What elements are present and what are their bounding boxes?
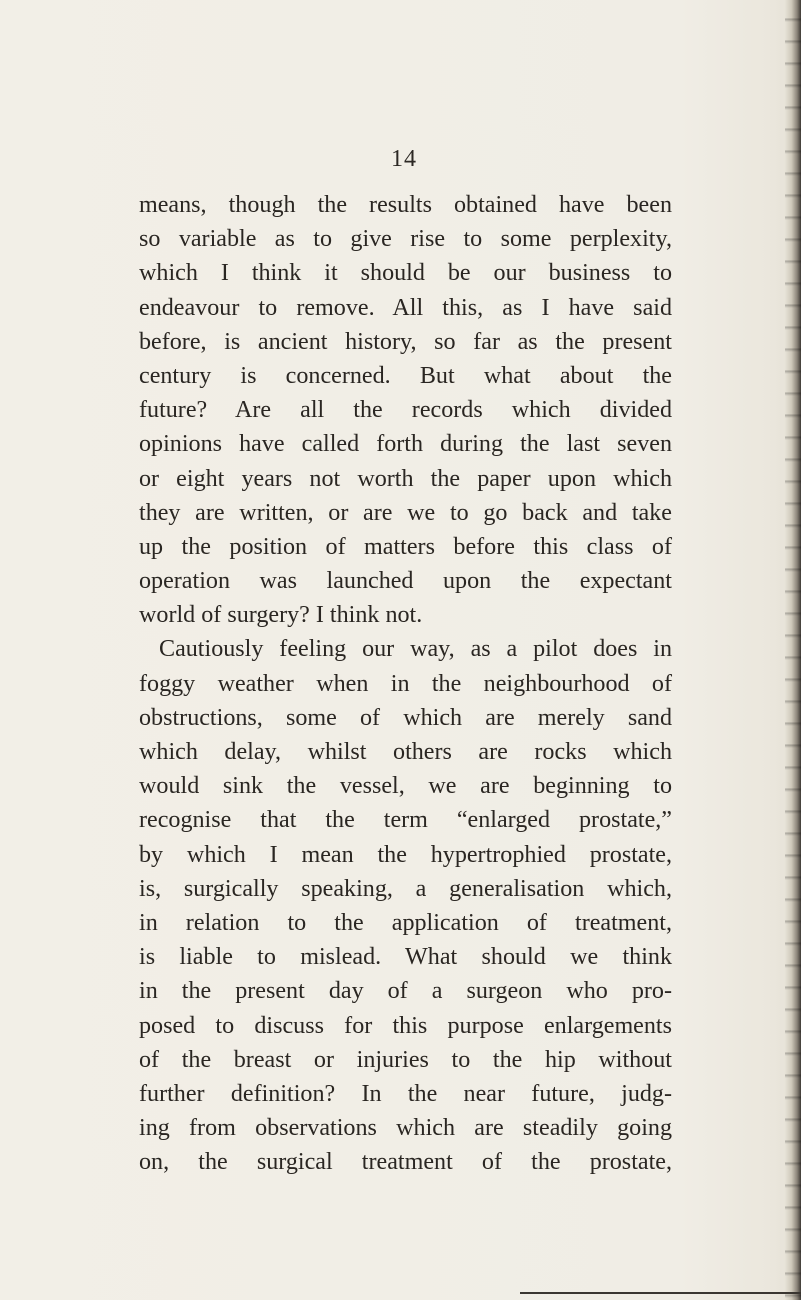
text-line: century is concerned. But what about the: [139, 362, 672, 389]
text-line: in the present day of a surgeon who pro-: [139, 978, 672, 1005]
text-line: is, surgically speaking, a generalisation which,: [139, 875, 672, 902]
paragraph-start-line: Cautiously feeling our way, as a pilot does in: [159, 636, 672, 663]
text-line: operation was launched upon the expectant: [139, 568, 672, 595]
text-line: on, the surgical treatment of the prostate,: [139, 1149, 672, 1176]
text-line: endeavour to remove. All this, as I have said: [139, 294, 672, 321]
page-number: 14: [391, 146, 417, 172]
text-line: posed to discuss for this purpose enlargements: [139, 1012, 672, 1039]
text-line: or eight years not worth the paper upon which: [139, 465, 672, 492]
text-line: future? Are all the records which divided: [139, 397, 672, 424]
text-line: obstructions, some of which are merely sand: [139, 704, 672, 731]
page-edge-shadow: [785, 0, 801, 1300]
text-line: which delay, whilst others are rocks which: [139, 739, 672, 765]
body-text: [139, 188, 672, 1179]
bottom-edge-rule: [520, 1292, 801, 1294]
text-line: before, is ancient history, so far as the present: [139, 328, 672, 355]
text-line: so variable as to give rise to some perplexity,: [139, 226, 672, 253]
text-line: which I think it should be our business to: [139, 260, 672, 287]
text-line: means, though the results obtained have been: [139, 192, 672, 218]
paragraph-end-line: world of surgery? I think not.: [139, 602, 423, 629]
text-line: ing from observations which are steadily going: [139, 1115, 672, 1142]
text-line: further definition? In the near future, judg-: [139, 1080, 672, 1107]
text-line: up the position of matters before this class of: [139, 533, 672, 560]
text-line: by which I mean the hypertrophied prostate,: [139, 841, 672, 868]
text-line: they are written, or are we to go back and take: [139, 499, 672, 526]
text-line: foggy weather when in the neighbourhood of: [139, 670, 672, 697]
text-line: in relation to the application of treatment,: [139, 909, 672, 936]
text-line: of the breast or injuries to the hip without: [139, 1046, 672, 1073]
text-line: would sink the vessel, we are beginning to: [139, 773, 672, 800]
text-line: recognise that the term “enlarged prostate,”: [139, 807, 672, 834]
text-line: is liable to mislead. What should we think: [139, 944, 672, 971]
text-line: opinions have called forth during the last seven: [139, 431, 672, 458]
